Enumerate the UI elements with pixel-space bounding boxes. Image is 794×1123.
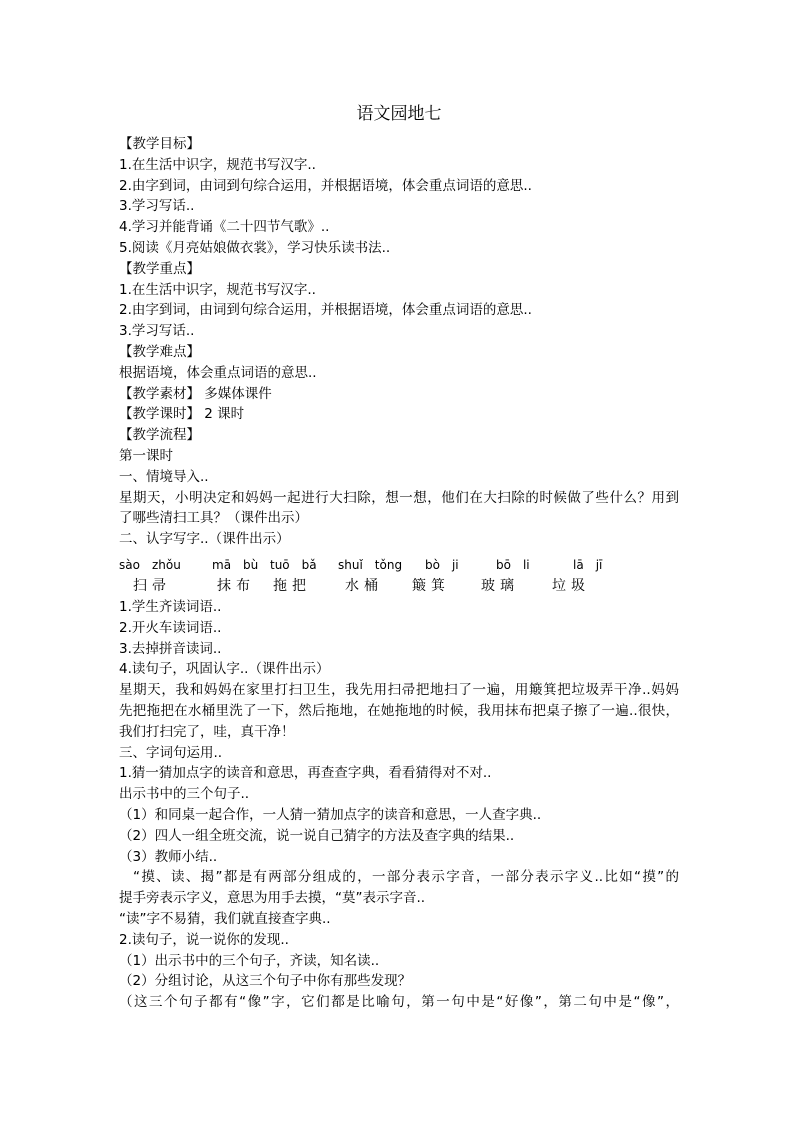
pinyin-word: mā bù	[212, 558, 259, 572]
step-heading: 一、情境导入..	[119, 468, 209, 485]
paragraph-line: （这三个句子都有“像”字，它们都是比喻句，第一句中是“好像”，第二句中是“像”，	[119, 994, 679, 1011]
objective-item: 4.学习并能背诵《二十四节气歌》..	[119, 219, 330, 236]
activity-item: （1）出示书中的三个句子，齐读，知名读..	[119, 952, 380, 969]
vocabulary-word: 簸箕	[412, 578, 450, 594]
pinyin-word: bò ji	[425, 558, 459, 572]
section-heading-objectives: 【教学目标】	[119, 136, 200, 152]
vocabulary-word: 扫帚	[133, 578, 171, 594]
pinyin-word: lā jī	[573, 558, 603, 572]
objective-item: 2.由字到词，由词到句综合运用，并根据语境，体会重点词语的意思..	[119, 177, 532, 194]
activity-item: 1.学生齐读词语..	[119, 599, 222, 615]
vocabulary-word: 抹布	[217, 578, 255, 594]
activity-item: （3）教师小结..	[119, 848, 218, 865]
paragraph-line: “摸、读、揭”都是有两部分组成的，一部分表示字音，一部分表示字义..比如“摸”的	[133, 869, 679, 886]
difficulty-text: 根据语境，体会重点词语的意思..	[119, 364, 317, 381]
section-heading-key-points: 【教学重点】	[119, 260, 200, 277]
objective-item: 1.在生活中识字，规范书写汉字..	[119, 156, 316, 173]
objective-item: 5.阅读《月亮姑娘做衣裳》，学习快乐读书法..	[119, 239, 391, 256]
step-heading: 三、字词句运用..	[119, 744, 223, 761]
pinyin-word: shuǐ tǒng	[338, 558, 403, 572]
activity-item: 2.读句子，说一说你的发现..	[119, 931, 289, 948]
section-heading-process: 【教学流程】	[119, 427, 200, 444]
paragraph-line: 我们打扫完了，哇，真干净！	[119, 723, 295, 740]
materials-line: 【教学素材】 多媒体课件	[119, 385, 272, 402]
objective-item: 3.学习写话..	[119, 198, 195, 215]
lesson-heading: 第一课时	[119, 447, 173, 464]
vocabulary-row	[119, 576, 679, 598]
lesson-plan-upper	[119, 134, 679, 550]
key-point-item: 3.学习写话..	[119, 323, 195, 340]
activity-item: 4.读句子，巩固认字..（课件出示）	[119, 661, 330, 678]
paragraph-line: “读”字不易猜，我们就直接查字典..	[119, 910, 331, 927]
pinyin-row	[119, 556, 679, 576]
activity-item: 1.猜一猜加点字的读音和意思，再查查字典，看看猜得对不对..	[119, 765, 492, 782]
class-hours-line: 【教学课时】 2 课时	[119, 406, 245, 423]
activity-item: （1）和同桌一起合作，一人猜一猜加点字的读音和意思，一人查字典..	[119, 806, 542, 823]
activity-item: 2.开火车读词语..	[119, 619, 222, 636]
lesson-plan-lower	[119, 597, 679, 1013]
paragraph-line: 了哪些清扫工具？（课件出示）	[119, 510, 308, 527]
step-heading: 二、认字写字..（课件出示）	[119, 531, 290, 548]
vocabulary-word: 垃圾	[552, 578, 590, 594]
section-heading-difficulty: 【教学难点】	[119, 343, 200, 360]
paragraph-line: 提手旁表示字义，意思为用手去摸，“莫”表示字音..	[119, 890, 426, 907]
activity-item: 3.去掉拼音读词..	[119, 640, 222, 657]
pinyin-word: tuō bǎ	[270, 558, 317, 572]
page-title: 语文园地七	[356, 104, 442, 124]
paragraph-line: 先把拖把在水桶里洗了一下，然后拖地，在她拖地的时候，我用抹布把桌子擦了一遍..很快，	[119, 702, 679, 719]
paragraph-line: 星期天，小明决定和妈妈一起进行大扫除，想一想，他们在大扫除的时候做了些什么？用到	[119, 489, 679, 506]
activity-item: 出示书中的三个句子..	[119, 786, 250, 803]
key-point-item: 1.在生活中识字，规范书写汉字..	[119, 281, 316, 298]
key-point-item: 2.由字到词，由词到句综合运用，并根据语境，体会重点词语的意思..	[119, 302, 532, 319]
vocabulary-word: 玻璃	[481, 578, 519, 594]
pinyin-word: bō li	[496, 558, 530, 572]
pinyin-word: sào zhǒu	[119, 558, 181, 572]
activity-item: （2）分组讨论，从这三个句子中你有那些发现？	[119, 973, 412, 990]
activity-item: （2）四人一组全班交流，说一说自己猜字的方法及查字典的结果..	[119, 827, 515, 844]
vocabulary-word: 拖把	[273, 578, 311, 594]
paragraph-line: 星期天，我和妈妈在家里打扫卫生，我先用扫帚把地扫了一遍，用簸箕把垃圾弄干净..妈妈	[119, 682, 679, 699]
vocabulary-word: 水桶	[345, 578, 383, 594]
